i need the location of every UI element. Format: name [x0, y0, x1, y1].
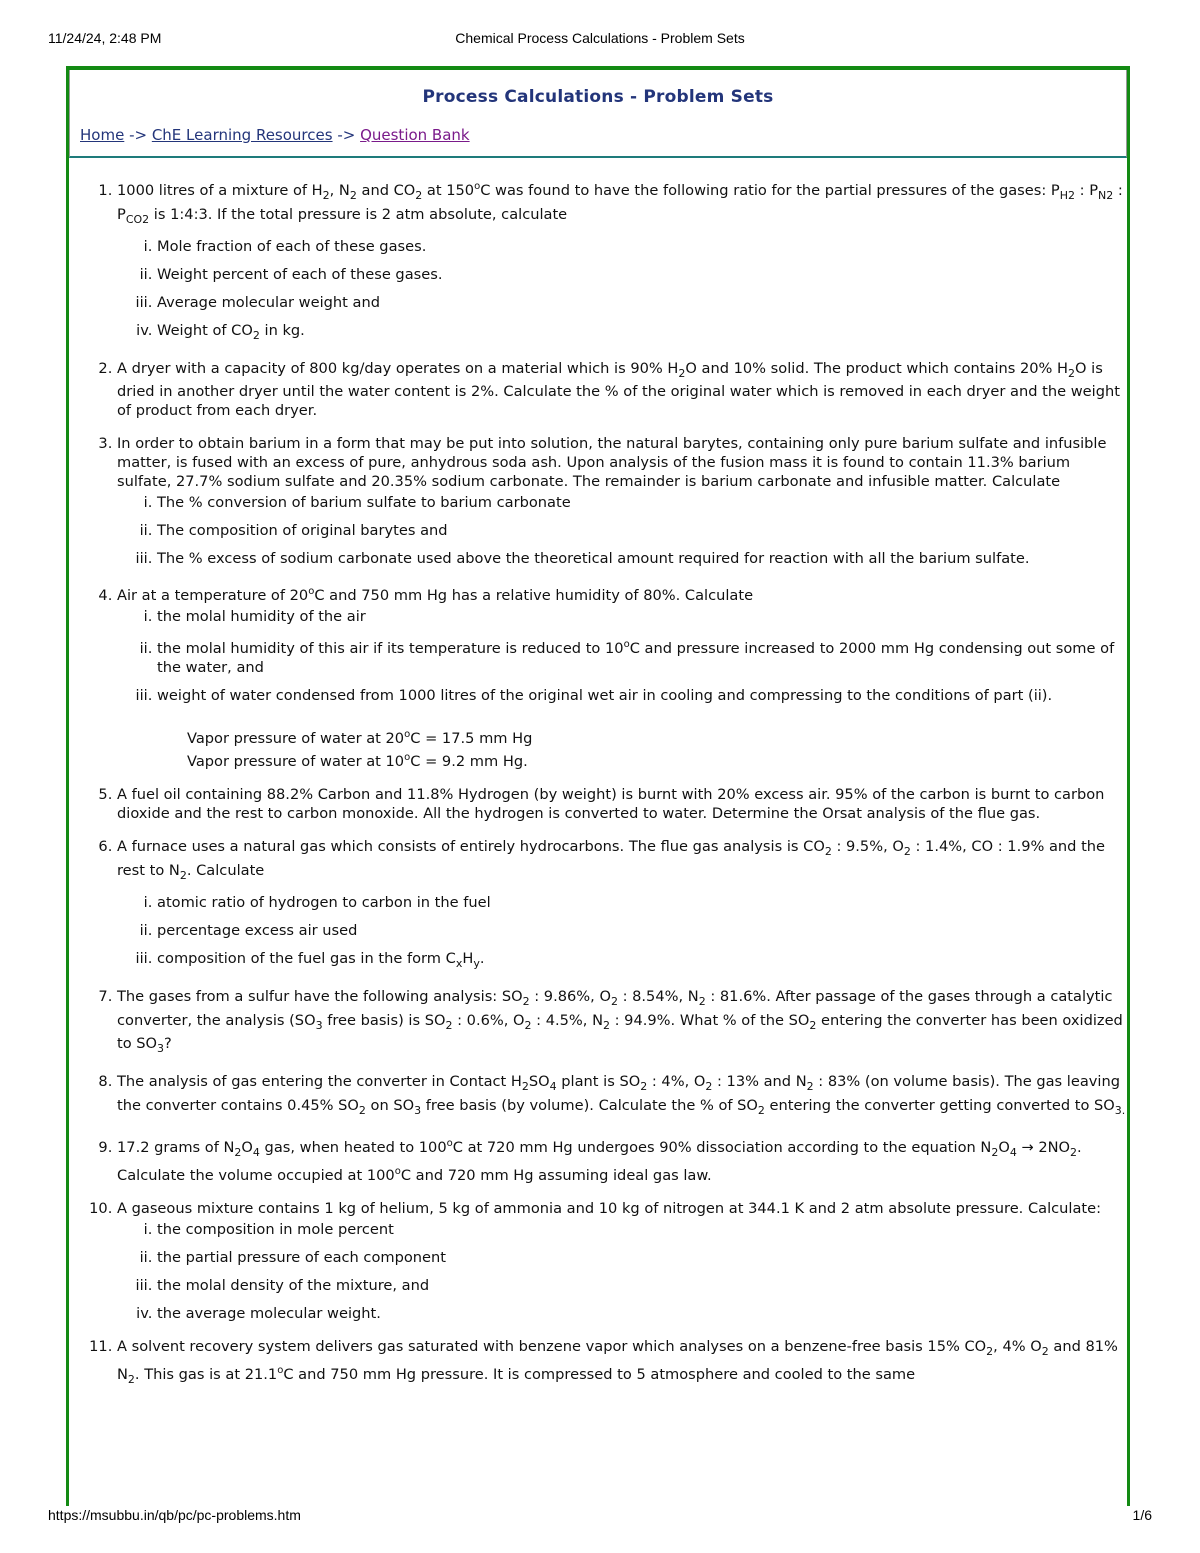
page-frame — [66, 66, 1130, 1506]
breadcrumb-resources-link[interactable]: ChE Learning Resources — [151, 126, 333, 144]
subscript: 2 — [602, 1018, 610, 1032]
subscript: 2 — [991, 1145, 999, 1159]
text: C and 720 mm Hg assuming ideal gas law. — [400, 1166, 712, 1184]
text: gas, when heated to 100 — [259, 1139, 447, 1157]
sub-question: i. The % conversion of barium sulfate to barium carbonate — [157, 493, 1127, 512]
problem-item — [117, 1072, 1127, 1120]
text: : 94.9%. What % of the SO — [609, 1011, 810, 1029]
subscript: y — [473, 956, 480, 970]
text: A solvent recovery system delivers gas saturated with benzene vapor which analyses on a benzene-free basis 15% CO — [117, 1337, 987, 1355]
text: Air at a temperature of 20 — [117, 587, 309, 605]
subscript: 4 — [1009, 1145, 1017, 1159]
sub-question: i. atomic ratio of hydrogen to carbon in the fuel — [157, 893, 1127, 912]
text: C and 750 mm Hg has a relative humidity of 80%. Calculate — [314, 587, 754, 605]
page-number: 1/6 — [1132, 1507, 1152, 1523]
text: : 81.6%. After passage of the gases through a catalytic converter, the analysis (SO — [117, 987, 1113, 1029]
text: C and pressure increased to 2000 mm Hg condensing out some of the water, and — [157, 640, 1115, 677]
text: ? — [164, 1035, 172, 1053]
text: A gaseous mixture contains 1 kg of helium, 5 kg of ammonia and 10 kg of nitrogen at 344.1 K and 2 atm absolute pressure. Calculate: — [117, 1199, 1102, 1217]
vapor-pressure-line — [187, 725, 1127, 748]
sub-question — [157, 321, 1127, 345]
subscript: 2 — [824, 844, 832, 858]
text: C at 720 mm Hg undergoes 90% dissociation according to the equation N — [452, 1139, 992, 1157]
subscript: 2 — [640, 1080, 648, 1094]
sub-question: iii. Average molecular weight and — [157, 293, 1127, 312]
text: the molal humidity of this air if its temperature is reduced to 10 — [157, 640, 624, 658]
text: and CO — [356, 181, 416, 199]
text: at 150 — [422, 181, 475, 199]
sub-question: iii. weight of water condensed from 1000 litres of the original wet air in cooling and compressing to the conditions of part (ii). — [157, 686, 1127, 705]
text: and 81% N — [117, 1337, 1118, 1383]
text: : P — [117, 181, 1123, 223]
subscript: 2 — [757, 1104, 765, 1118]
subscript: 2 — [806, 1080, 814, 1094]
subscript: 2 — [415, 188, 423, 202]
subscript: N2 — [1098, 188, 1114, 202]
superscript: o — [277, 1364, 284, 1376]
subscript: 2 — [127, 1372, 135, 1386]
subscript: 3 — [315, 1018, 323, 1032]
sub-question: ii. percentage excess air used — [157, 921, 1127, 940]
sub-question — [157, 635, 1127, 677]
text: . Calculate — [186, 861, 265, 879]
text: A fuel oil containing 88.2% Carbon and 11.8% Hydrogen (by weight) is burnt with 20% excess air. 95% of the carbon is burnt to carbon dioxide and the rest to carbon monoxide. All the hydrogen is converted to water. Determine the Orsat analysis of the flue gas. — [117, 785, 1105, 822]
text: C and 750 mm Hg pressure. It is compressed to 5 atmosphere and cooled to the same — [283, 1365, 916, 1383]
subscript: 2 — [1041, 1344, 1049, 1358]
problem-item — [117, 837, 1127, 973]
problem-item — [117, 1134, 1127, 1185]
breadcrumb-question-bank-link[interactable]: Question Bank — [360, 126, 470, 144]
superscript: o — [308, 586, 315, 598]
problem-item — [117, 785, 1127, 823]
text: → 2NO — [1016, 1139, 1071, 1157]
subscript: 2 — [610, 994, 618, 1008]
subscript: 2 — [349, 188, 357, 202]
text: : 83% (on volume basis). The gas leaving the converter contains 0.45% SO — [117, 1073, 1120, 1115]
subscript: 2 — [809, 1018, 817, 1032]
text: in kg. — [259, 321, 305, 339]
print-footer — [48, 1507, 1152, 1527]
text: . This gas is at 21.1 — [134, 1365, 278, 1383]
subscript: CO2 — [125, 212, 150, 226]
text: entering the converter has been oxidized to SO — [117, 1011, 1123, 1053]
text: 17.2 grams of N — [117, 1139, 235, 1157]
problem-item — [117, 1199, 1127, 1323]
text: free basis (by volume). Calculate the % of SO — [421, 1097, 758, 1115]
sub-question-list — [117, 1220, 1127, 1323]
text: on SO — [365, 1097, 415, 1115]
text: C = 9.2 mm Hg. — [410, 752, 528, 770]
sub-question: iv. the average molecular weight. — [157, 1304, 1127, 1323]
superscript: o — [474, 181, 481, 192]
subscript: 2 — [524, 1018, 532, 1032]
subscript: 3 — [157, 1042, 165, 1056]
print-datetime: 11/24/24, 2:48 PM — [48, 30, 162, 46]
text: O — [241, 1139, 253, 1157]
text: SO — [528, 1073, 550, 1091]
sub-question — [157, 949, 1127, 973]
subscript: 2 — [522, 994, 530, 1008]
problem-item — [117, 177, 1127, 345]
superscript: o — [404, 729, 411, 741]
subscript: 2 — [234, 1145, 242, 1159]
text: O — [998, 1139, 1010, 1157]
subscript: 2 — [678, 366, 686, 380]
breadcrumb-separator: -> — [124, 126, 152, 144]
problem-item — [117, 359, 1127, 421]
breadcrumb — [80, 126, 470, 144]
text: : 1.4%, CO : 1.9% and the rest to N — [117, 837, 1106, 879]
sub-question-list — [117, 237, 1127, 345]
text: : 9.86%, O — [529, 987, 611, 1005]
page-title: Process Calculations - Problem Sets — [422, 87, 774, 107]
subscript: 2 — [445, 1018, 453, 1032]
subscript: 4 — [252, 1145, 260, 1159]
text: C was found to have the following ratio for the partial pressures of the gases: P — [480, 181, 1060, 199]
breadcrumb-separator: -> — [332, 126, 361, 144]
text: O is dried in another dryer until the water content is 2%. Calculate the % of the original water which is removed in each dryer and the weight of product from each dryer. — [117, 359, 1120, 420]
text: : 4.5%, N — [531, 1011, 603, 1029]
superscript: o — [394, 1165, 401, 1177]
text: A dryer with a capacity of 800 kg/day operates on a material which is 90% H — [117, 359, 679, 377]
subscript: 2 — [179, 868, 187, 882]
sub-question: iii. the molal density of the mixture, and — [157, 1276, 1127, 1295]
text: : 8.54%, N — [617, 987, 699, 1005]
text: . Calculate the volume occupied at 100 — [117, 1139, 1082, 1184]
superscript: o — [404, 752, 411, 764]
text: 1000 litres of a mixture of H — [117, 181, 323, 199]
subscript: 2 — [322, 188, 330, 202]
text: Weight of CO — [157, 321, 253, 339]
sub-question: ii. the partial pressure of each component — [157, 1248, 1127, 1267]
subscript: 3. — [1114, 1104, 1126, 1118]
text: composition of the fuel gas in the form C — [157, 949, 456, 967]
text: plant is SO — [556, 1073, 641, 1091]
text: The analysis of gas entering the converter in Contact H — [117, 1073, 522, 1091]
text: , 4% O — [993, 1337, 1042, 1355]
text: : 4%, O — [647, 1073, 706, 1091]
text: Vapor pressure of water at 20 — [187, 730, 405, 748]
sub-question: i. the molal humidity of the air — [157, 607, 1127, 626]
subscript: 3 — [414, 1104, 422, 1118]
sub-question: ii. The composition of original barytes and — [157, 521, 1127, 540]
text: free basis) is SO — [322, 1011, 446, 1029]
subscript: 4 — [549, 1080, 557, 1094]
text: Vapor pressure of water at 10 — [187, 752, 405, 770]
text: C = 17.5 mm Hg — [410, 730, 533, 748]
problem-item — [117, 434, 1127, 568]
problem-list — [69, 177, 1127, 1388]
text: The gases from a sulfur have the following analysis: SO — [117, 987, 523, 1005]
text: : 0.6%, O — [452, 1011, 525, 1029]
site-header — [69, 70, 1127, 158]
problem-item — [117, 987, 1127, 1059]
print-header — [48, 30, 1152, 50]
sub-question: iii. The % excess of sodium carbonate used above the theoretical amount required for reaction with all the barium sulfate. — [157, 549, 1127, 568]
subscript: 2 — [903, 844, 911, 858]
text: entering the converter getting converted to SO — [764, 1097, 1115, 1115]
sub-question-list — [117, 893, 1127, 973]
text: : 9.5%, O — [831, 837, 904, 855]
subscript: 2 — [521, 1080, 529, 1094]
superscript: o — [623, 639, 630, 651]
sub-question-list — [117, 493, 1127, 568]
superscript: o — [446, 1138, 453, 1150]
subscript: x — [455, 956, 463, 970]
subscript: 2 — [1070, 1145, 1078, 1159]
sub-question-list — [117, 607, 1127, 705]
subscript: 2 — [358, 1104, 366, 1118]
text: . — [479, 949, 485, 967]
problem-item — [117, 582, 1127, 770]
sub-question: i. the composition in mole percent — [157, 1220, 1127, 1239]
text: , N — [329, 181, 350, 199]
text: O and 10% solid. The product which contains 20% H — [685, 359, 1069, 377]
vapor-pressure-line — [187, 748, 1127, 771]
breadcrumb-home-link[interactable]: Home — [80, 126, 125, 144]
sub-question: ii. Weight percent of each of these gases. — [157, 265, 1127, 284]
subscript: 2 — [252, 328, 260, 342]
subscript: H2 — [1059, 188, 1076, 202]
subscript: 2 — [986, 1344, 994, 1358]
print-document-title: Chemical Process Calculations - Problem Sets — [455, 30, 745, 46]
subscript: 2 — [705, 1080, 713, 1094]
subscript: 2 — [1068, 366, 1076, 380]
text: : 13% and N — [712, 1073, 807, 1091]
sub-question: i. Mole fraction of each of these gases. — [157, 237, 1127, 256]
text: A furnace uses a natural gas which consists of entirely hydrocarbons. The flue gas analysis is CO — [117, 837, 825, 855]
text: is 1:4:3. If the total pressure is 2 atm absolute, calculate — [149, 205, 568, 223]
subscript: 2 — [698, 994, 706, 1008]
problem-item — [117, 1337, 1127, 1389]
text: In order to obtain barium in a form that may be put into solution, the natural barytes, containing only pure barium sulfate and infusible matter, is fused with an excess of pure, anhydrous soda ash. Upon analysis of the fusion mass it is found to contain 11.3% barium sulfate, 27.7% sodium sulfate and 20.35% sodium carbonate. The remainder is barium carbonate and infusible matter. Calculate — [117, 435, 1107, 491]
print-url: https://msubbu.in/qb/pc/pc-problems.htm — [48, 1507, 301, 1523]
vapor-pressure-data — [187, 725, 1127, 771]
problem-list-container — [69, 158, 1127, 1388]
text: H — [462, 949, 474, 967]
text: : P — [1075, 181, 1099, 199]
